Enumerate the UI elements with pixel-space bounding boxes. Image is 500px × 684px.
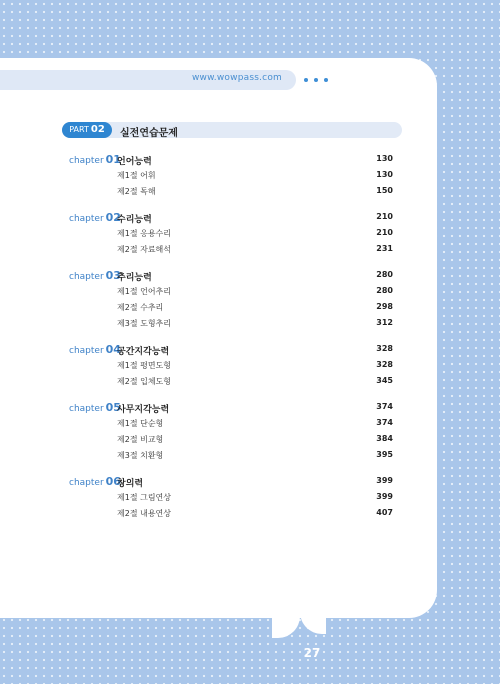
section-page: 231 bbox=[376, 244, 393, 253]
section-row[interactable] bbox=[0, 315, 500, 331]
chapter-label bbox=[69, 401, 121, 414]
chapter-title: 수리능력 bbox=[117, 215, 152, 225]
section-row[interactable] bbox=[0, 489, 500, 505]
section-row[interactable] bbox=[0, 415, 500, 431]
chapter-page: 328 bbox=[376, 344, 393, 353]
chapter-word: chapter bbox=[69, 478, 104, 488]
section-row[interactable] bbox=[0, 283, 500, 299]
chapter-label bbox=[69, 343, 121, 356]
chapter-row[interactable] bbox=[0, 399, 500, 415]
section-row[interactable] bbox=[0, 357, 500, 373]
section-title: 제1절 언어추리 bbox=[117, 287, 172, 296]
section-page: 328 bbox=[376, 360, 393, 369]
section-title: 제2절 수추리 bbox=[117, 303, 164, 312]
chapter-block bbox=[0, 151, 500, 199]
chapter-title: 사무지각능력 bbox=[117, 405, 170, 415]
chapter-number: 01 bbox=[105, 153, 121, 166]
section-title: 제2절 독해 bbox=[117, 187, 156, 196]
section-title: 제1절 어휘 bbox=[117, 171, 156, 180]
chapter-row[interactable] bbox=[0, 151, 500, 167]
section-page: 210 bbox=[376, 228, 393, 237]
chapter-block bbox=[0, 399, 500, 463]
section-page: 312 bbox=[376, 318, 393, 327]
chapter-row[interactable] bbox=[0, 341, 500, 357]
chapter-block bbox=[0, 473, 500, 521]
section-page: 345 bbox=[376, 376, 393, 385]
part-badge bbox=[62, 122, 112, 138]
chapter-page: 130 bbox=[376, 154, 393, 163]
section-title: 제1절 응용수리 bbox=[117, 229, 172, 238]
chapter-label bbox=[69, 475, 121, 488]
chapter-page: 399 bbox=[376, 476, 393, 485]
section-row[interactable] bbox=[0, 241, 500, 257]
chapter-row[interactable] bbox=[0, 473, 500, 489]
section-row[interactable] bbox=[0, 373, 500, 389]
chapter-page: 280 bbox=[376, 270, 393, 279]
section-title: 제3절 치환형 bbox=[117, 451, 164, 460]
chapter-number: 04 bbox=[105, 343, 121, 356]
chapter-label bbox=[69, 153, 121, 166]
section-title: 제1절 단순형 bbox=[117, 419, 164, 428]
chapter-block bbox=[0, 209, 500, 257]
section-title: 제1절 그림연상 bbox=[117, 493, 172, 502]
section-row[interactable] bbox=[0, 431, 500, 447]
part-heading bbox=[62, 122, 402, 138]
section-page: 374 bbox=[376, 418, 393, 427]
section-page: 395 bbox=[376, 450, 393, 459]
section-row[interactable] bbox=[0, 505, 500, 521]
section-page: 384 bbox=[376, 434, 393, 443]
part-title: 실전연습문제 bbox=[120, 128, 178, 139]
section-row[interactable] bbox=[0, 183, 500, 199]
section-page: 298 bbox=[376, 302, 393, 311]
section-page: 280 bbox=[376, 286, 393, 295]
page-number: 27 bbox=[303, 646, 321, 660]
section-page: 407 bbox=[376, 508, 393, 517]
chapter-title: 추리능력 bbox=[117, 273, 152, 283]
table-of-contents bbox=[0, 151, 500, 531]
section-page: 399 bbox=[376, 492, 393, 501]
chapter-number: 02 bbox=[105, 211, 121, 224]
chapter-page: 210 bbox=[376, 212, 393, 221]
chapter-number: 05 bbox=[105, 401, 121, 414]
section-page: 130 bbox=[376, 170, 393, 179]
chapter-title: 공간지각능력 bbox=[117, 347, 170, 357]
section-title: 제2절 자료해석 bbox=[117, 245, 172, 254]
chapter-word: chapter bbox=[69, 272, 104, 282]
chapter-number: 03 bbox=[105, 269, 121, 282]
section-row[interactable] bbox=[0, 447, 500, 463]
chapter-number: 06 bbox=[105, 475, 121, 488]
part-label: PART bbox=[69, 125, 89, 134]
chapter-word: chapter bbox=[69, 404, 104, 414]
chapter-block bbox=[0, 267, 500, 331]
section-title: 제2절 비교형 bbox=[117, 435, 164, 444]
section-title: 제3절 도형추리 bbox=[117, 319, 172, 328]
chapter-block bbox=[0, 341, 500, 389]
chapter-row[interactable] bbox=[0, 267, 500, 283]
section-page: 150 bbox=[376, 186, 393, 195]
chapter-word: chapter bbox=[69, 156, 104, 166]
chapter-page: 374 bbox=[376, 402, 393, 411]
section-title: 제2절 입체도형 bbox=[117, 377, 172, 386]
chapter-word: chapter bbox=[69, 346, 104, 356]
chapter-title: 언어능력 bbox=[117, 157, 152, 167]
section-title: 제2절 내용연상 bbox=[117, 509, 172, 518]
section-row[interactable] bbox=[0, 167, 500, 183]
section-title: 제1절 평면도형 bbox=[117, 361, 172, 370]
chapter-title: 창의력 bbox=[117, 479, 144, 489]
section-row[interactable] bbox=[0, 299, 500, 315]
chapter-row[interactable] bbox=[0, 209, 500, 225]
chapter-word: chapter bbox=[69, 214, 104, 224]
section-row[interactable] bbox=[0, 225, 500, 241]
chapter-label bbox=[69, 211, 121, 224]
part-number: 02 bbox=[90, 124, 105, 135]
website-url: www.wowpass.com bbox=[191, 73, 282, 83]
chapter-label bbox=[69, 269, 121, 282]
